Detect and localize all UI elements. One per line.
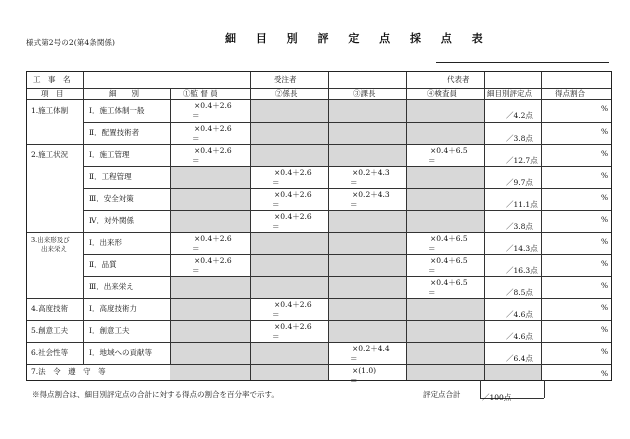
vline — [541, 72, 542, 88]
na-cell — [170, 298, 250, 320]
hline — [27, 144, 611, 145]
contractor-label: 受注者 — [274, 75, 297, 84]
formula-text: ×0.4＋6.5 — [430, 234, 468, 243]
detail-label: Ⅳ．対外関係 — [89, 216, 134, 225]
formula-text: ×0.4＋2.6 — [274, 190, 312, 199]
detail-label: Ⅰ．出来形 — [89, 238, 122, 247]
formula-text: ×0.4＋2.6 — [194, 101, 232, 110]
header-section-chief: ③課長 — [353, 89, 376, 98]
formula-text: ×0.4＋2.6 — [274, 300, 312, 309]
na-cell — [250, 364, 328, 380]
ratio-percent: % — [601, 215, 609, 224]
na-cell — [250, 122, 328, 144]
detail-label: Ⅰ．創意工夫 — [89, 326, 130, 335]
points-value: ／11.1点 — [506, 200, 538, 209]
detail-label: Ⅱ．配置技術者 — [89, 128, 140, 137]
na-cell — [328, 99, 406, 122]
ratio-percent: % — [601, 347, 609, 356]
vline — [406, 72, 407, 88]
equals-sign: ＝ — [272, 222, 280, 231]
points-value: ／4.6点 — [506, 332, 533, 341]
equals-sign: ＝ — [192, 156, 200, 165]
equals-sign: ＝ — [192, 134, 200, 143]
na-cell — [484, 364, 541, 380]
points-value: ／12.7点 — [506, 156, 538, 165]
na-cell — [406, 122, 484, 144]
points-value: ／4.6点 — [506, 310, 533, 319]
total-value: ／100点 — [482, 393, 512, 402]
formula-text: ×0.4＋2.6 — [274, 168, 312, 177]
equals-sign: ＝ — [272, 200, 280, 209]
points-value: ／16.3点 — [506, 266, 538, 275]
detail-label: Ⅲ．安全対策 — [89, 194, 134, 203]
na-cell — [406, 342, 484, 364]
na-cell — [170, 320, 250, 342]
equals-sign: ＝ — [350, 178, 358, 187]
header-chief: ②係長 — [275, 89, 298, 98]
detail-label: Ⅱ．品質 — [89, 260, 117, 269]
category-label: 6.社会性等 — [31, 348, 69, 357]
na-cell — [328, 144, 406, 166]
hline — [27, 99, 611, 100]
equals-sign: ＝ — [272, 310, 280, 319]
header-points: 細目別評定点 — [487, 89, 532, 98]
equals-sign: ＝ — [192, 266, 200, 275]
formula-text: ×0.2＋4.4 — [352, 344, 390, 353]
na-cell — [328, 298, 406, 320]
total-label: 評定点合計 — [423, 390, 461, 399]
ratio-percent: % — [601, 193, 609, 202]
equals-sign: ＝ — [192, 111, 200, 120]
formula-text: ×0.4＋2.6 — [194, 124, 232, 133]
vline — [250, 72, 251, 88]
category-label: 2.施工状況 — [31, 150, 69, 159]
na-cell — [170, 188, 250, 210]
ratio-percent: % — [601, 104, 609, 113]
header-detail: 細 別 — [109, 89, 139, 98]
equals-sign: ＝ — [272, 178, 280, 187]
na-cell — [170, 364, 250, 380]
formula-text: ×0.4＋6.5 — [430, 256, 468, 265]
na-cell — [328, 210, 406, 232]
form-number: 様式第2号の2(第4条関係) — [26, 38, 116, 47]
equals-sign: ＝ — [350, 200, 358, 209]
ratio-percent: % — [601, 369, 609, 378]
vline — [83, 88, 84, 364]
hline — [27, 232, 611, 233]
hline — [83, 254, 611, 255]
points-value: ／6.4点 — [506, 354, 533, 363]
equals-sign: ＝ — [428, 244, 436, 253]
ratio-percent: % — [601, 237, 609, 246]
hline — [83, 166, 611, 167]
na-cell — [406, 166, 484, 188]
na-cell — [170, 342, 250, 364]
points-value: ／8.5点 — [506, 288, 533, 297]
vline — [406, 88, 407, 380]
category-label: 4.高度技術 — [31, 304, 69, 313]
detail-label: Ⅰ．施工体制一般 — [89, 106, 145, 115]
page-title: 細 目 別 評 定 点 採 点 表 — [225, 32, 491, 45]
hline — [27, 298, 611, 299]
formula-text: ×0.2＋4.3 — [352, 168, 390, 177]
detail-label: Ⅰ．地域への貢献等 — [89, 348, 152, 357]
na-cell — [250, 342, 328, 364]
category-label: 5.創意工夫 — [31, 326, 69, 335]
category-label: 3.出来形及び — [31, 236, 70, 244]
equals-sign: ＝ — [428, 266, 436, 275]
vline — [328, 72, 329, 88]
na-cell — [328, 232, 406, 254]
vline — [484, 88, 485, 380]
na-cell — [328, 122, 406, 144]
na-cell — [170, 276, 250, 298]
formula-text: ×0.4＋2.6 — [194, 234, 232, 243]
detail-label: Ⅱ．工程管理 — [89, 172, 132, 181]
points-value: ／9.7点 — [506, 178, 533, 187]
category-label: 7.法 令 遵 守 等 — [31, 367, 106, 376]
na-cell — [328, 320, 406, 342]
na-cell — [406, 320, 484, 342]
header-supervisor: ①監 督 員 — [183, 89, 218, 98]
ratio-percent: % — [601, 149, 609, 158]
hline — [83, 188, 611, 189]
equals-sign: ＝ — [428, 156, 436, 165]
total-box-right — [544, 380, 545, 398]
ratio-percent: % — [601, 171, 609, 180]
equals-sign: ＝ — [350, 376, 358, 385]
category-label: 出来栄え — [41, 245, 67, 253]
hline — [83, 210, 611, 211]
formula-text: ×0.4＋2.6 — [194, 146, 232, 155]
hline — [83, 276, 611, 277]
na-cell — [406, 99, 484, 122]
score-table — [26, 71, 612, 385]
ratio-percent: % — [601, 303, 609, 312]
vline — [541, 88, 542, 380]
na-cell — [170, 210, 250, 232]
top-right-line — [436, 62, 609, 63]
na-cell — [406, 188, 484, 210]
equals-sign: ＝ — [350, 354, 358, 363]
project-label: 工 事 名 — [33, 75, 71, 84]
points-value: ／4.2点 — [506, 111, 533, 120]
ratio-percent: % — [601, 325, 609, 334]
na-cell — [406, 364, 484, 380]
formula-text: ×0.4＋6.5 — [430, 146, 468, 155]
detail-label: Ⅰ．施工管理 — [89, 150, 130, 159]
na-cell — [170, 166, 250, 188]
na-cell — [406, 210, 484, 232]
ratio-percent: % — [601, 259, 609, 268]
na-cell — [250, 276, 328, 298]
equals-sign: ＝ — [428, 288, 436, 297]
na-cell — [406, 298, 484, 320]
ratio-percent: % — [601, 127, 609, 136]
na-cell — [250, 254, 328, 276]
formula-text: ×0.2＋4.3 — [352, 190, 390, 199]
footnote: ※得点割合は、細目別評定点の合計に対する得点の割合を百分率で示す。 — [32, 390, 279, 399]
na-cell — [250, 232, 328, 254]
na-cell — [250, 144, 328, 166]
hline — [27, 342, 611, 343]
equals-sign: ＝ — [272, 332, 280, 341]
na-cell — [328, 254, 406, 276]
na-cell — [328, 276, 406, 298]
points-value: ／3.8点 — [506, 222, 533, 231]
vline — [484, 72, 485, 88]
vline — [83, 72, 84, 88]
vline — [328, 88, 329, 380]
vline — [170, 88, 171, 364]
hline — [83, 122, 611, 123]
header-item: 項 目 — [41, 89, 64, 98]
formula-text: ×0.4＋2.6 — [274, 212, 312, 221]
representative-label: 代表者 — [447, 75, 470, 84]
na-cell — [250, 99, 328, 122]
category-label: 1.施工体制 — [31, 106, 69, 115]
points-value: ／14.3点 — [506, 244, 538, 253]
detail-label: Ⅲ．出来栄え — [89, 282, 134, 291]
formula-text: ×0.4＋2.6 — [274, 322, 312, 331]
header-ratio: 得点割合 — [555, 89, 585, 98]
total-box-left — [480, 380, 481, 398]
ratio-percent: % — [601, 281, 609, 290]
vline — [250, 88, 251, 380]
formula-text: ×(1.0) — [352, 366, 377, 375]
hline — [27, 320, 611, 321]
hline — [27, 364, 611, 365]
points-value: ／3.8点 — [506, 134, 533, 143]
formula-text: ×0.4＋2.6 — [194, 256, 232, 265]
detail-label: Ⅰ．高度技術力 — [89, 304, 137, 313]
header-inspector: ④検査員 — [427, 89, 457, 98]
formula-text: ×0.4＋6.5 — [430, 278, 468, 287]
equals-sign: ＝ — [192, 244, 200, 253]
